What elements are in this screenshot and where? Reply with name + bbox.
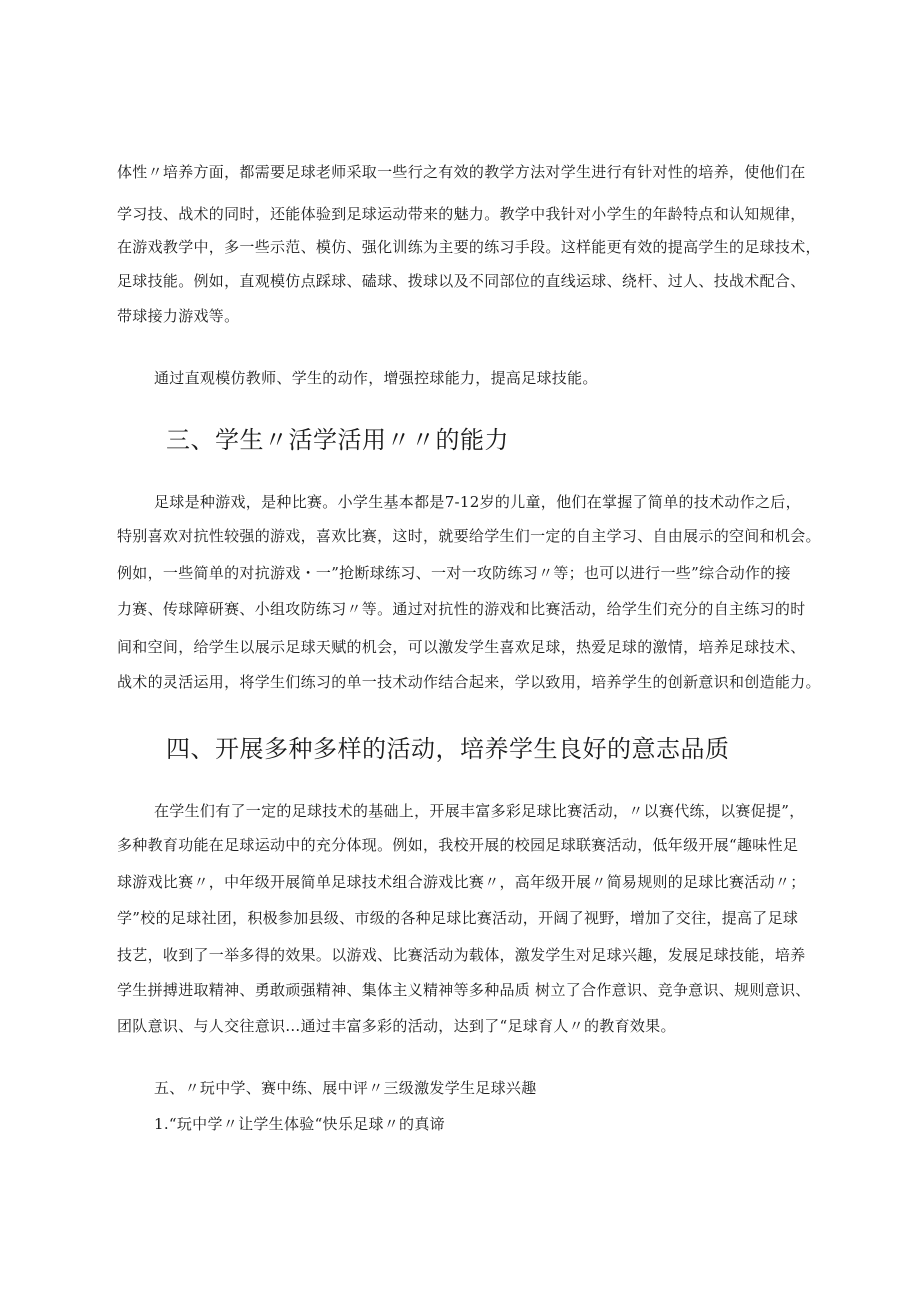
subheading-5-1: 1.“玩中学〃让学生体验“快乐足球〃的真谛 xyxy=(154,1115,445,1133)
section-heading-3: 三、学生〃活学活用〃〃的能力 xyxy=(166,426,509,454)
paragraph-3-line-1: 足球是种游戏，是种比赛。小学生基本都是7-12岁的儿童，他们在掌握了简单的技术动作之后， xyxy=(154,493,801,511)
paragraph-4-line-6: 学生拼搏进取精神、勇敢顽强精神、集体主义精神等多种品质 树立了合作意识、竞争意识、规则意识、 xyxy=(117,981,811,999)
paragraph-4-line-4: 学”校的足球社团，积极参加县级、市级的各种足球比赛活动，开阔了视野，增加了交往，提高了足球 xyxy=(117,909,799,927)
paragraph-4-line-2: 多种教育功能在足球运动中的充分体现。例如，我校开展的校园足球联赛活动，低年级开展“趣味性足 xyxy=(117,836,799,854)
section-heading-4: 四、开展多种多样的活动，培养学生良好的意志品质 xyxy=(166,735,730,763)
paragraph-1-line-3: 在游戏教学中，多一些示范、模仿、强化训练为主要的练习手段。这样能更有效的提高学生的足球技术， xyxy=(117,238,821,256)
paragraph-4-line-3: 球游戏比赛〃，中年级开展简单足球技术组合游戏比赛〃，高年级开展〃简易规则的足球比赛活动〃； xyxy=(117,873,806,891)
paragraph-1-line-5: 带球接力游戏等。 xyxy=(117,307,240,325)
section-heading-5: 五、〃玩中学、赛中练、展中评〃三级激发学生足球兴趣 xyxy=(154,1079,537,1097)
paragraph-3-line-4: 力赛、传球障研赛、小组攻防练习〃等。通过对抗性的游戏和比赛活动，给学生们充分的自主练习的时 xyxy=(117,600,806,618)
paragraph-4-line-5: 技艺，收到了一举多得的效果。以游戏、比赛活动为载体，激发学生对足球兴趣，发展足球技能，培养 xyxy=(117,946,806,964)
paragraph-3-line-6: 战术的灵活运用，将学生们练习的单一技术动作结合起来，学以致用，培养学生的创新意识和创造能力。 xyxy=(117,673,821,691)
paragraph-1-line-1: 体性〃培养方面，都需要足球老师采取一些行之有效的教学方法对学生进行有针对性的培养，使他们在 xyxy=(117,163,806,181)
paragraph-4-line-1: 在学生们有了一定的足球技术的基础上，开展丰富多彩足球比赛活动，〃以赛代练，以赛促提”， xyxy=(154,802,805,820)
paragraph-2: 通过直观模仿教师、学生的动作，增强控球能力，提高足球技能。 xyxy=(154,369,598,387)
paragraph-3-line-5: 间和空间，给学生以展示足球天赋的机会，可以激发学生喜欢足球，热爱足球的激情，培养足球技术、 xyxy=(117,638,806,656)
paragraph-1-line-4: 足球技能。例如，直观模仿点踩球、磕球、拨球以及不同部位的直线运球、绕杆、过人、技战术配合、 xyxy=(117,272,806,290)
paragraph-4-line-7: 团队意识、与人交往意识…通过丰富多彩的活动，达到了“足球育人〃的教育效果。 xyxy=(117,1017,676,1035)
paragraph-3-line-3: 例如，一些简单的对抗游戏・一”抢断球练习、一对一攻防练习〃等；也可以进行一些”综合动作的接 xyxy=(117,564,791,582)
paragraph-1-line-2: 学习技、战术的同时，还能体验到足球运动带来的魅力。教学中我针对小学生的年龄特点和认知规律， xyxy=(117,205,806,223)
paragraph-3-line-2: 特别喜欢对抗性较强的游戏，喜欢比赛，这时，就要给学生们一定的自主学习、自由展示的空间和机会。 xyxy=(117,527,821,545)
